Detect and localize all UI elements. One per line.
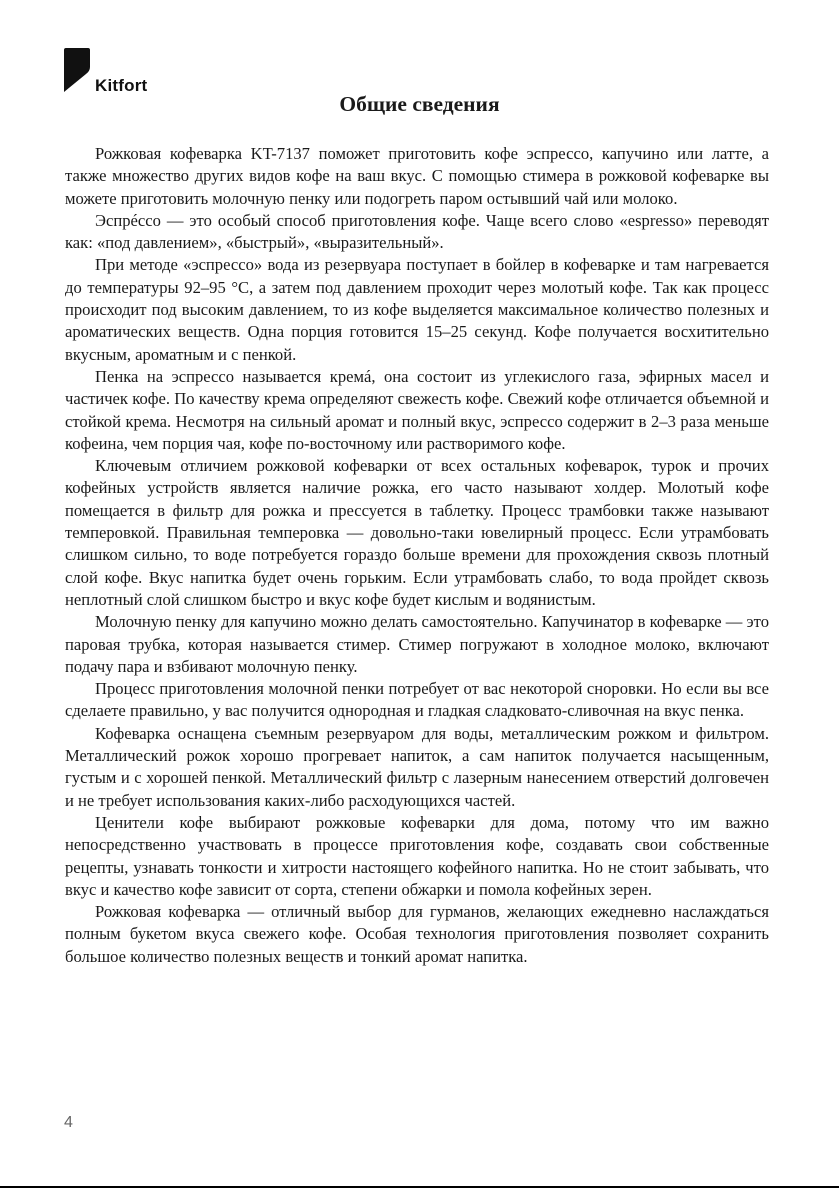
paragraph: Рожковая кофеварка — отличный выбор для гурманов, желающих ежедневно наслаждаться полным букетом вкуса свежего кофе. Особая технология приготовления позволяет сохранить большое количество полезных веществ и тонкий аромат напитка. — [65, 902, 769, 966]
logo-text: Kitfort — [95, 76, 148, 95]
paragraph: Кофеварка оснащена съемным резервуаром для воды, металлическим рожком и фильтром. Металлический рожок хорошо прогревает напиток, а сам напиток получается насыщенным, густым и с хорошей пенкой. Металлический фильтр с лазерным нанесением отверстий долговечен и не требует использования каких-либо расходующихся частей. — [65, 723, 769, 810]
paragraph: Молочную пенку для капучино можно делать самостоятельно. Капучинатор в кофеварке — это паровая трубка, которая называется стимер. Стимер погружают в холодное молоко, включают подачу пара и взбивают молочную пенку. — [65, 612, 769, 676]
paragraph: Процесс приготовления молочной пенки потребует от вас некоторой сноровки. Но если вы все сделаете правильно, у вас получится однородная и гладкая сладковато-сливочная на вкус пенка. — [65, 679, 769, 721]
brand-logo — [62, 47, 147, 93]
bottom-divider — [0, 1186, 839, 1188]
paragraph: Эспрéссо — это особый способ приготовления кофе. Чаще всего слово «espresso» переводят как: «под давлением», «быстрый», «выразительный». — [65, 210, 769, 253]
body-text — [65, 143, 769, 968]
page-title: Общие сведения — [339, 92, 500, 116]
paragraph: Рожковая кофеварка KT-7137 поможет приготовить кофе эспрессо, капучино или латте, а также множество других видов кофе на ваш вкус. С помощью стимера в рожковой кофеварке вы можете приготовить молочную пенку или подогреть паром остывший чай или молоко. — [65, 144, 769, 208]
page-number: 4 — [64, 1114, 73, 1131]
paragraph: Ценители кофе выбирают рожковые кофеварки для дома, потому что им важно непосредственно участвовать в процессе приготовления кофе, создавать свои собственные рецепты, узнавать тонкости и хитрости настоящего кофейного напитка. Но не стоит забывать, что вкус и качество кофе зависит от сорта, степени обжарки и помола кофейных зерен. — [65, 812, 769, 899]
kitfort-logo-icon — [62, 47, 92, 93]
paragraph: При методе «эспрессо» вода из резервуара поступает в бойлер в кофеварке и там нагревается до температуры 92–95 °C, а затем под давлением проходит через молотый кофе. Так как процесс происходит под высоким давлением, то из кофе выделяется максимальное количество полезных и ароматических веществ. Одна порция готовится 15–25 секунд. Кофе получается восхитительно вкусным, ароматным и с пенкой. — [65, 255, 769, 364]
paragraph: Пенка на эспрессо называется кремá, она состоит из углекислого газа, эфирных масел и частичек кофе. По качеству крема определяют свежесть кофе. Свежий кофе отличается объемной и стойкой крема. Несмотря на сильный аромат и полный вкус, эспрессо содержит в 2–3 раза меньше кофеина, чем порция чая, кофе по-восточному или растворимого кофе. — [65, 366, 769, 453]
paragraph: Ключевым отличием рожковой кофеварки от всех остальных кофеварок, турок и прочих кофейных устройств является наличие рожка, его часто называют холдер. Молотый кофе помещается в фильтр для рожка и прессуется в таблетку. Процесс трамбовки также называют темперовкой. Правильная темперовка — довольно-таки ювелирный процесс. Если утрамбовать слишком сильно, то воде потребуется гораздо больше времени для прохождения сквозь плотный слой кофе. Вкус напитка будет очень горьким. Если утрамбовать слабо, то вода пройдет сквозь неплотный слой слишком быстро и вкус кофе будет кислым и водянистым. — [65, 456, 769, 609]
